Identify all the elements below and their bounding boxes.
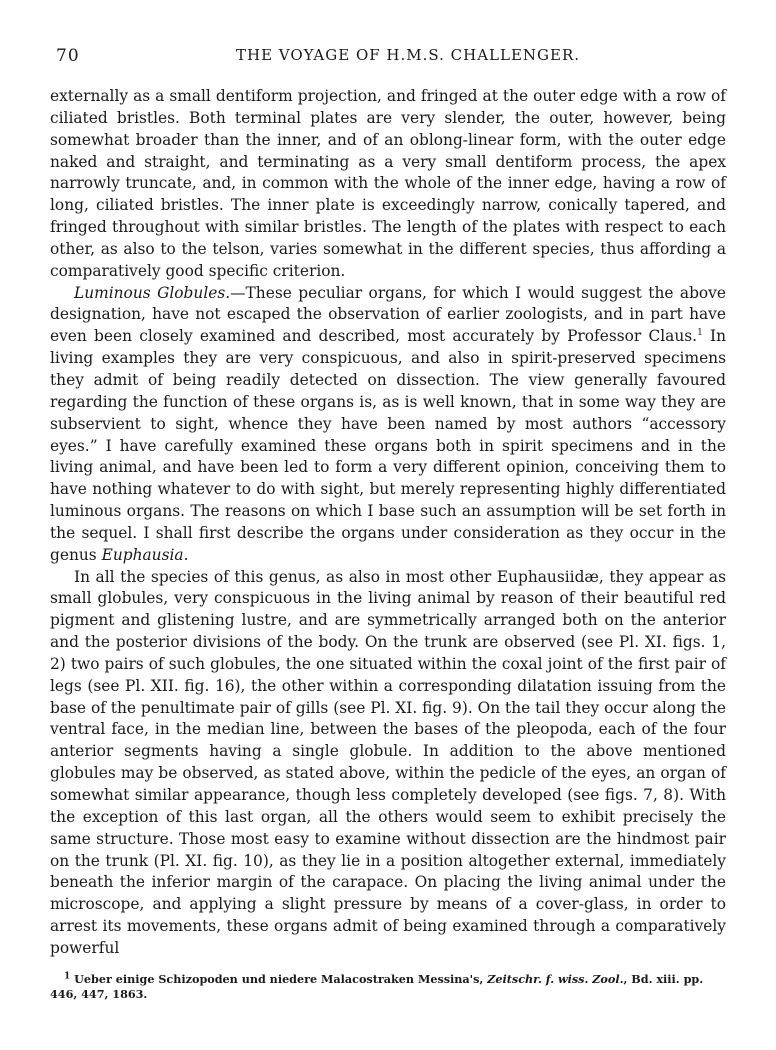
section-heading: Luminous Globules. bbox=[74, 283, 231, 302]
footnote-text-b: , Bd. xiii. pp. 446, 447, 1863. bbox=[50, 972, 704, 1001]
page-header bbox=[56, 46, 726, 70]
footnote bbox=[50, 972, 730, 1002]
footnote-text-a: Ueber einige Schizopoden und niedere Malacostraken Messina's, bbox=[70, 972, 488, 986]
footnote-journal: Zeitschr. f. wiss. Zool. bbox=[487, 972, 624, 986]
footnote-marker: 1 bbox=[64, 971, 71, 982]
paragraph-2-text-c: . bbox=[183, 545, 189, 564]
page-number: 70 bbox=[56, 46, 80, 66]
paragraph-1: externally as a small dentiform projection, and fringed at the outer edge with a row of ciliated bristles. Both terminal plates are very slender, the outer, however, being somewhat broader than the inner, and of an oblong-linear form, with the outer edge naked and straight, and terminating as a very small dentiform process, the apex narrowly truncate, and, in common with the whole of the inner edge, having a row of long, ciliated bristles. The inner plate is exceedingly narrow, conically tapered, and fringed throughout with similar bristles. The length of the plates with respect to each other, as also to the telson, varies somewhat in the different species, thus affording a comparatively good specific criterion. bbox=[50, 87, 726, 280]
running-title: THE VOYAGE OF H.M.S. CHALLENGER. bbox=[236, 46, 581, 64]
genus-name: Euphausia bbox=[101, 545, 184, 564]
body-text bbox=[50, 86, 726, 960]
paragraph-3: In all the species of this genus, as also in most other Euphausiidæ, they appear as small globules, very conspicuous in the living animal by reason of their beautiful red pigment and glistening lustre, and are symmetrically arranged both on the anterior and the posterior divisions of the body. On the trunk are observed (see Pl. XI. figs. 1, 2) two pairs of such globules, the one situated within the coxal joint of the first pair of legs (see Pl. XII. fig. 16), the other within a corresponding dilatation issuing from the base of the penultimate pair of gills (see Pl. XI. fig. 9). On the tail they occur along the ventral face, in the median line, between the bases of the pleopoda, each of the four anterior segments having a single globule. In addition to the above mentioned globules may be observed, as stated above, within the pedicle of the eyes, an organ of somewhat similar appearance, though less completely developed (see figs. 7, 8). With the exception of this last organ, all the others would seem to exhibit precisely the same structure. Those most easy to examine without dissection are the hindmost pair on the trunk (Pl. XI. fig. 10), as they lie in a position altogether external, immediately beneath the inferior margin of the carapace. On placing the living animal under the microscope, and applying a slight pressure by means of a cover-glass, in order to arrest its movements, these organs admit of being examined through a comparatively powerful bbox=[50, 567, 726, 957]
paragraph-2-text-b: In living examples they are very conspicuous, and also in spirit-preserved specimens they admit of being readily detected on dissection. The view generally favoured regarding the function of these organs is, as is well known, that in some way they are subservient to sight, whence they have been named by most authors “accessory eyes.” I have carefully examined these organs both in spirit specimens and in the living animal, and have been led to form a very different opinion, conceiving them to have nothing whatever to do with sight, but merely representing highly differentiated luminous organs. The reasons on which I base such an assumption will be set forth in the sequel. I shall first describe the organs under consideration as they occur in the genus bbox=[50, 327, 727, 564]
paragraph-2-text-a: —These peculiar organs, for which I would suggest the above designation, have not escaped the observation of earlier zoologists, and in part have even been closely examined and described, most accurately by Professor Claus. bbox=[50, 283, 726, 346]
footnote-reference: 1 bbox=[697, 328, 703, 339]
paragraph-2 bbox=[50, 283, 726, 567]
